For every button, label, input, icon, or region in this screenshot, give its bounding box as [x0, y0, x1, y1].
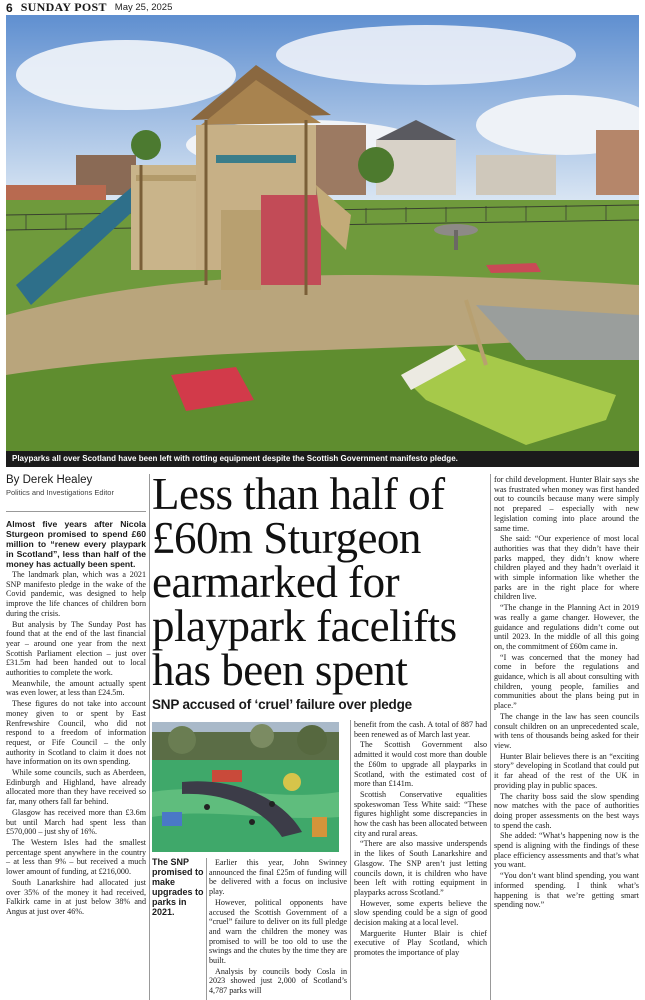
paragraph: She said: “Our experience of most local authorities was that they didn’t have their parks mapped, they didn’t know where children played and they hadn’t overlaid it with simple information like whether the parks are in the right place for where children live.	[494, 534, 639, 602]
main-photo	[6, 15, 639, 451]
paragraph: The Scottish Government also admitted it would cost more than double the £60m to upgrade all playparks in Scotland, with the estimated cost of more than £141m.	[354, 740, 487, 789]
issue-date: May 25, 2025	[114, 2, 173, 13]
paragraph: Scottish Conservative equalities spokeswoman Tess White said: “These figures highlight some discrepancies in how the cash has been allocated between city and rural areas.	[354, 789, 487, 838]
paragraph: “You don’t want blind spending, you want informed spending. I think what’s happening is that we’re getting smart spending now.”	[494, 871, 639, 910]
paragraph: However, political opponents have accused the Scottish Government of a “cruel” failure to deliver on its full pledge and warn the children the money was promised to will be too old to use the swings and the chutes by the time they are built.	[209, 897, 347, 966]
paragraph: Glasgow has received more than £3.6m but until March had spent less than £570,000 – just shy of 16%.	[6, 807, 146, 837]
paragraph: benefit from the cash. A total of 887 had been renewed as of March last year.	[354, 720, 487, 739]
masthead	[0, 0, 645, 15]
author-name: By Derek Healey	[6, 474, 93, 486]
inset-photo	[152, 722, 339, 852]
paragraph: Marguerite Hunter Blair is chief executive of Play Scotland, which promotes the importance of play	[354, 928, 487, 958]
lead-paragraph: Almost five years after Nicola Sturgeon promised to spend £60 million to “renew every playpark in Scotland”, less than half of the money has actually been spent.	[6, 519, 146, 569]
headline: Less than half of £60m Sturgeon earmarked for playpark facelifts has been spent	[152, 469, 457, 695]
paragraph: The change in the law has seen councils consult children on an unprecedented scale, with tens of thousands being asked for their view.	[494, 711, 639, 750]
article-column-4	[494, 475, 639, 911]
new-playpark-photo	[152, 722, 339, 852]
paragraph: South Lanarkshire had allocated just over 35% of the money it had received, Falkirk came in at just below 38% and Angus at just over 46%.	[6, 877, 146, 916]
paragraph: “The change in the Planning Act in 2019 was really a game changer. However, the guidance and regulations didn’t come out until 2023. In the middle of all this going on, the commitment of £60m came in.	[494, 603, 639, 651]
article-column-1	[6, 519, 146, 918]
paragraph: “I was concerned that the money had come in before the regulations and guidance, which is all about consulting with children, young people, families and communities about the plans being put in place.”	[494, 652, 639, 711]
paragraph: The Western Isles had the smallest percentage spent anywhere in the country – at less than 9% – but received a much lower amount of funding, at £216,000.	[6, 837, 146, 877]
column-divider	[350, 720, 351, 1000]
paragraph: Analysis by councils body Cosla in 2023 showed just 2,000 of Scotland’s 4,787 parks will	[209, 966, 347, 996]
inset-caption: The SNP promised to make upgrades to parks in 2021.	[152, 857, 204, 917]
playpark-photo	[6, 15, 639, 451]
paragraph: But analysis by The Sunday Post has found that at the end of the last financial year – around one year from the next Scottish Parliament election – just over £31.5m had been handed out to local authorities to complete the work.	[6, 619, 146, 678]
byline-divider	[6, 511, 146, 512]
paragraph: for child development. Hunter Blair says she was frustrated when money was first handed out to councils because many were simply not prepared – especially with new legislation coming into place around the same time.	[494, 475, 639, 533]
newspaper-name: SUNDAY POST	[20, 0, 107, 14]
paragraph: Earlier this year, John Swinney announced the final £25m of funding will be delivered with a focus on inclusive play.	[209, 858, 347, 897]
paragraph: These figures do not take into account money given to or spent by East Renfrewshire Council, who did not respond to a freedom of information request, or Fife Council – the only authority in Scotland to claim it does not have information on its own spending.	[6, 699, 146, 767]
paragraph: She added: “What’s happening now is the spend is aligning with the findings of these place efficiency assessments and that’s what you want.	[494, 831, 639, 870]
paragraph: While some councils, such as Aberdeen, Edinburgh and Highland, have already allocated more than they have received so far, many others fall far behind.	[6, 768, 146, 807]
byline	[6, 474, 146, 497]
photo-caption: Playparks all over Scotland have been left with rotting equipment despite the Scottish Government manifesto pledge.	[6, 451, 639, 467]
paragraph: “There are also massive underspends in the likes of South Lanarkshire and Glasgow. The SNP aren’t just letting councils down, it is children who have been left with rotting equipment in playparks across Scotland.”	[354, 839, 487, 897]
paragraph: The landmark plan, which was a 2021 SNP manifesto pledge in the wake of the Covid pandemic, was designed to help improve the life chances of children born during the crisis.	[6, 570, 146, 618]
author-role: Politics and Investigations Editor	[6, 488, 114, 497]
subheadline: SNP accused of ‘cruel’ failure over pledge	[152, 697, 412, 712]
column-divider	[149, 474, 150, 1000]
article-column-2	[209, 858, 347, 997]
page-number: 6	[6, 0, 13, 15]
column-divider	[206, 858, 207, 1000]
paragraph: The charity boss said the slow spending now matches with the pace of authorities doing proper assessments on the best ways to spend the cash.	[494, 791, 639, 830]
paragraph: Meanwhile, the amount actually spent was even lower, at less than £24.5m.	[6, 678, 146, 698]
paragraph: Hunter Blair believes there is an “exciting story” developing in Scotland that could put it far ahead of the rest of the UK in providing play in public spaces.	[494, 751, 639, 790]
article-column-3	[354, 720, 487, 959]
paragraph: However, some experts believe the slow spending could be a sign of good decision making at a local level.	[354, 898, 487, 928]
column-divider	[490, 474, 491, 1000]
